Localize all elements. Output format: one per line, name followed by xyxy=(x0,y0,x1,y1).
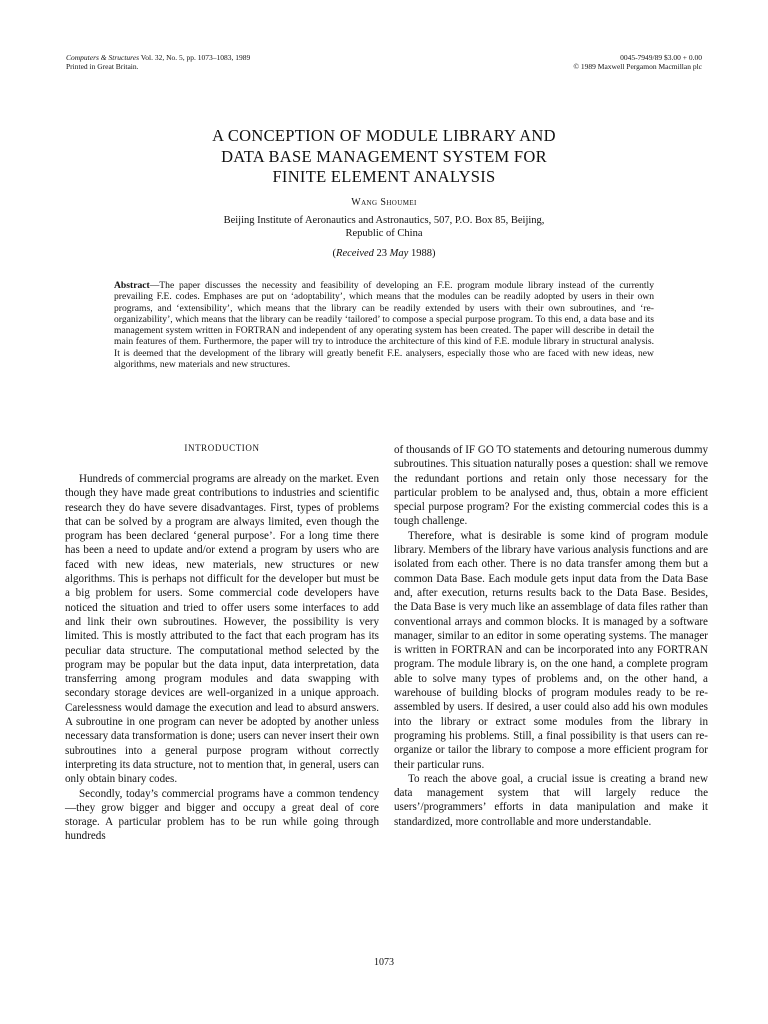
paper-title xyxy=(0,126,768,188)
body-paragraph: Hundreds of commercial programs are already on the market. Even though they have made great contributions to industries and scientific research they do have severe disadvantages. First, types of problems that can be solved by a program are always limited, even though the program has been declared ‘general purpose’. For a long time there has been a need to update and/or extend a program by users who are faced with new ideas, new materials, new structures or new algorithms. This is perhaps not difficult for the developer but must be a big problem for users. Some commercial code developers have noticed the situation and tried to offer users some interfaces to add and link their own subroutines. However, the possibility is very limited. This is mostly attributed to the fact that each program has its peculiar data structure. The computational method selected by the program may be popular but the data input, data interpretation, data transferring among program modules and data swapping with secondary storage devices are well-organized in a unique approach. Carelessness would damage the execution and lead to absurd answers. A subroutine in one program can never be adopted by another unless necessary data transformation is done; users can never insert their own subroutines into a general purpose program without correctly interpreting its data structure, not to mention that, in general, users can only obtain binary codes. xyxy=(65,473,379,786)
received-date xyxy=(0,248,768,259)
received-year: 1988) xyxy=(408,248,436,259)
running-header-right xyxy=(573,53,702,71)
body-paragraph: Secondly, today’s commercial programs have a common tendency—they grow bigger and bigger and occupy a great deal of core storage. A particular problem has to be run while going through hundreds xyxy=(65,787,379,843)
received-month: May xyxy=(389,248,409,259)
journal-volume: Vol. 32, No. 5, pp. 1073–1083, 1989 xyxy=(139,53,251,62)
left-column xyxy=(65,443,379,844)
journal-citation xyxy=(66,53,250,62)
section-heading: INTRODUCTION xyxy=(184,443,260,453)
issn-price: 0045-7949/89 $3.00 + 0.00 xyxy=(620,53,702,62)
abstract xyxy=(114,280,654,370)
title-line: A CONCEPTION OF MODULE LIBRARY AND xyxy=(212,126,556,145)
right-column xyxy=(394,443,708,829)
received-open: ( xyxy=(332,248,337,259)
affiliation-line: Republic of China xyxy=(345,228,423,239)
body-paragraph: of thousands of IF GO TO statements and detouring numerous dummy subroutines. This situation naturally poses a question: shall we remove the redundant portions and retain only those necessary for the particular problem to be analysed and, thus, obtain a more efficient special purpose program? For the existing commercial codes this is a tough challenge. xyxy=(394,444,708,528)
abstract-label: Abstract xyxy=(114,280,150,291)
body-paragraph: To reach the above goal, a crucial issue is creating a brand new data management system that will largely reduce the users’/programmers’ efforts in data manipulation and make it standardized, more controllable and more understandable. xyxy=(394,772,708,828)
title-line: DATA BASE MANAGEMENT SYSTEM FOR xyxy=(221,146,547,166)
author-name: Wang Shoumei xyxy=(351,197,417,208)
running-header-left xyxy=(66,53,250,71)
page-number: 1073 xyxy=(374,957,394,968)
received-day: 23 xyxy=(373,248,390,259)
journal-name: Computers & Structures xyxy=(66,53,140,62)
copyright: © 1989 Maxwell Pergamon Macmillan plc xyxy=(573,62,702,71)
received-word: Received xyxy=(336,248,374,259)
printed-in: Printed in Great Britain. xyxy=(66,62,139,71)
affiliation-line: Beijing Institute of Aeronautics and Astronautics, 507, P.O. Box 85, Beijing, xyxy=(223,215,545,226)
title-line: FINITE ELEMENT ANALYSIS xyxy=(272,167,496,186)
body-paragraph: Therefore, what is desirable is some kind of program module library. Members of the library have various analysis functions and are isolated from each other. There is no data transfer among them but a common Data Base. Each module gets input data from the Data Base and, after execution, returns results back to the Data Base. Besides, the Data Base is very much like an assemblage of data files rather than conventional arrays and common blocks. It is managed by a software manager, similar to an editor in some operating systems. The manager is written in FORTRAN and can be incorporated into any FORTRAN program. The module library is, on the one hand, a complete program able to solve many types of problems and, on the other hand, a warehouse of building blocks of program modules ready to be re-assembled by users. If desired, a user could also add his own modules into the library or extract some modules from the library in programing his problems. Still, a final possibility is that users can re-organize or tailor the library to compose a more efficient program for their particular runs. xyxy=(394,529,708,771)
affiliation xyxy=(0,214,768,240)
abstract-text: —The paper discusses the necessity and feasibility of developing an F.E. program module library instead of the currently prevailing F.E. codes. Emphases are put on ‘adoptability’, which means that the modules can be readily adopted by users in their own programs, and ‘extensibility’, which means that the library can be readily extended by users with their own subroutines, and ‘re-organizability’, which means that the library can be readily ‘tailored’ to compose a special purpose program. To this end, a data base and its management system written in FORTRAN and independent of any operating system has been created. The paper will describe in detail the main features of them. Furthermore, the paper will try to introduce the architecture of this kind of F.E. module library in structural analysis. It is deemed that the development of the library will greatly benefit F.E. analysers, especially those who are faced with new ideas, new algorithms, new materials and new structures. xyxy=(114,280,654,371)
